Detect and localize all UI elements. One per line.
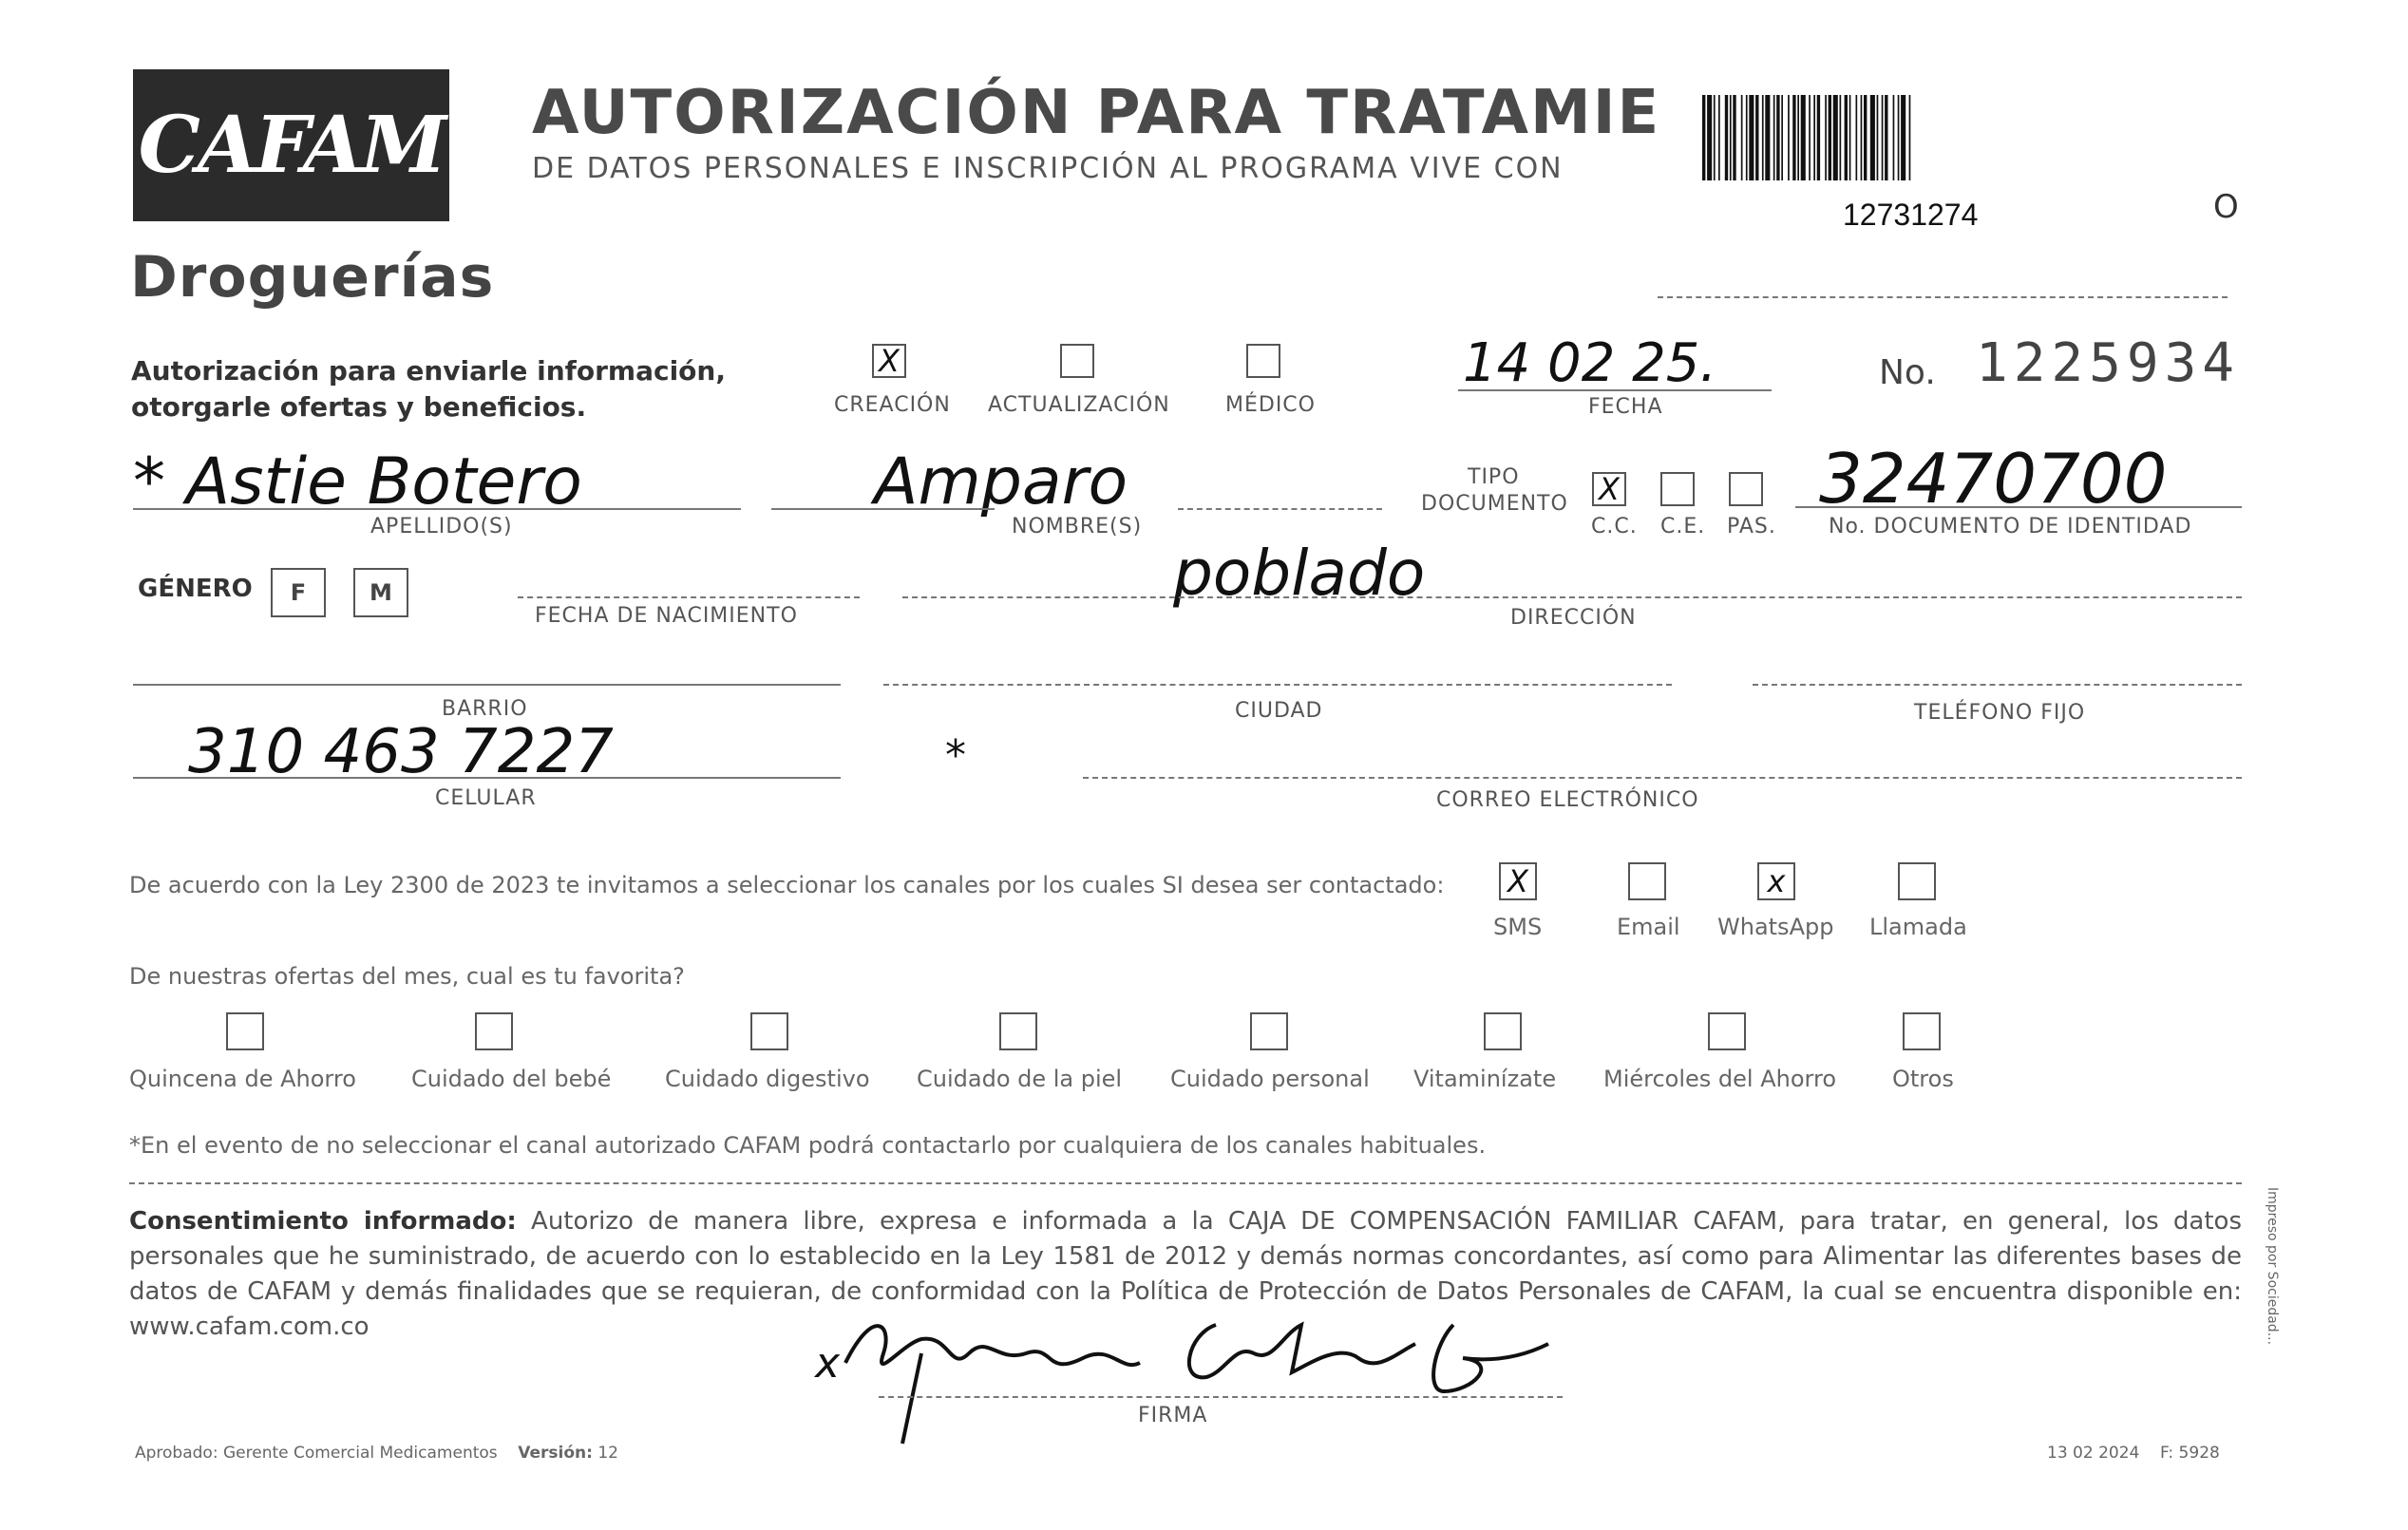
documento-value[interactable]: 32470700 (1819, 439, 2168, 519)
barcode-number: 12731274 (1843, 198, 1979, 232)
side-printer-text: Impreso por Sociedad... (2265, 1187, 2280, 1346)
footer-right (2047, 1444, 2220, 1463)
notice-divider (129, 1182, 2242, 1184)
offer-label-quincena: Quincena de Ahorro (129, 1066, 356, 1092)
whatsapp-mark: x (1767, 863, 1786, 899)
nombres-value[interactable]: Amparo (874, 444, 1128, 519)
barcode-bar (1797, 95, 1799, 180)
offer-checkbox-personal[interactable] (1250, 1012, 1288, 1050)
tipo-label-2: DOCUMENTO (1421, 492, 1568, 516)
offer-label-bebe: Cuidado del bebé (411, 1066, 612, 1092)
whatsapp-label: WhatsApp (1717, 914, 1834, 940)
barcode-bar (1809, 95, 1811, 180)
barcode-bar (1833, 95, 1838, 180)
sms-mark: X (1507, 863, 1528, 899)
barcode-bar (1813, 95, 1815, 180)
medico-checkbox[interactable] (1246, 344, 1280, 378)
pas-checkbox[interactable] (1729, 472, 1763, 506)
offer-checkbox-piel[interactable] (999, 1012, 1037, 1050)
barrio-line (133, 684, 841, 686)
medico-label: MÉDICO (1225, 393, 1316, 417)
fecha-label: FECHA (1588, 395, 1663, 419)
apellidos-asterisk: * (133, 444, 165, 519)
cafam-logo (133, 69, 449, 221)
signature-x-mark: x (815, 1339, 841, 1388)
apellidos-line (133, 508, 741, 510)
barcode-bar (1856, 95, 1858, 180)
numero-label: No. (1879, 353, 1936, 392)
barcode-bar (1840, 95, 1842, 180)
barcode-bar (1801, 95, 1806, 180)
notice-text: *En el evento de no seleccionar el canal autorizado CAFAM podrá contactarlo por cualquiera de los canales habituales. (129, 1132, 1487, 1159)
barcode-bar (1845, 95, 1848, 180)
creacion-mark: X (879, 343, 900, 379)
actualizacion-checkbox[interactable] (1060, 344, 1094, 378)
barcode-bar (1893, 95, 1895, 180)
ciudad-line (883, 684, 1672, 686)
offer-label-digestivo: Cuidado digestivo (665, 1066, 870, 1092)
apellidos-text: Astie Botero (185, 444, 582, 519)
genero-f-box[interactable] (271, 568, 326, 617)
celular-value[interactable]: 310 463 7227 (188, 717, 614, 787)
authorization-text (131, 353, 726, 425)
offer-label-piel: Cuidado de la piel (917, 1066, 1123, 1092)
offer-label-vitaminizate: Vitaminízate (1413, 1066, 1557, 1092)
documento-label: No. DOCUMENTO DE IDENTIDAD (1829, 515, 2192, 538)
genero-label: GÉNERO (138, 575, 253, 603)
barcode-bar (1707, 95, 1712, 180)
barcode-bar (1909, 95, 1911, 180)
documento-line (1795, 506, 2242, 508)
barcode-bar (1730, 95, 1732, 180)
correo-label: CORREO ELECTRÓNICO (1436, 788, 1699, 812)
apellidos-label: APELLIDO(S) (370, 515, 513, 538)
barcode-bar (1885, 95, 1887, 180)
barcode-bar (1718, 95, 1720, 180)
llamada-label: Llamada (1869, 914, 1967, 940)
authorization-line-1: Autorización para enviarle información, (131, 355, 726, 387)
offer-checkbox-digestivo[interactable] (750, 1012, 788, 1050)
barcode-bar (1901, 95, 1906, 180)
genero-f-text: F (290, 579, 307, 606)
barrio-label: BARRIO (442, 697, 528, 721)
sms-label: SMS (1493, 914, 1543, 940)
offer-label-personal: Cuidado personal (1170, 1066, 1370, 1092)
version-label: Versión: (518, 1444, 593, 1463)
version-value: 12 (597, 1444, 618, 1463)
aprobado-label: Aprobado: (135, 1444, 218, 1463)
llamada-checkbox[interactable] (1898, 862, 1936, 900)
telefono-line (1753, 684, 2242, 686)
barcode-bar (1755, 95, 1758, 180)
ce-label: C.E. (1660, 515, 1706, 538)
direccion-label: DIRECCIÓN (1510, 606, 1637, 630)
genero-m-box[interactable] (353, 568, 408, 617)
consent-title: Consentimiento informado: (129, 1207, 517, 1236)
header-dash-rule (1658, 296, 2228, 298)
barcode-bar (1825, 95, 1827, 180)
barcode-bar (1762, 95, 1764, 180)
offer-checkbox-vitaminizate[interactable] (1484, 1012, 1522, 1050)
fecha-value[interactable]: 14 02 25. (1463, 332, 1717, 394)
barcode-bar (1781, 95, 1783, 180)
authorization-line-2: otorgarle ofertas y beneficios. (131, 391, 587, 423)
email-label: Email (1617, 914, 1680, 940)
footer-date: 13 02 2024 (2047, 1444, 2140, 1463)
nombres-label: NOMBRE(S) (1012, 515, 1143, 538)
cc-label: C.C. (1591, 515, 1638, 538)
aprobado-value: Gerente Comercial Medicamentos (222, 1444, 498, 1463)
footer-code: F: 5928 (2159, 1444, 2220, 1463)
barcode-bar (1776, 95, 1779, 180)
pas-label: PAS. (1727, 515, 1776, 538)
celular-line (133, 777, 841, 779)
offer-label-otros: Otros (1892, 1066, 1954, 1092)
barcode (1702, 95, 2082, 180)
ciudad-label: CIUDAD (1235, 699, 1323, 723)
tipo-label-1: TIPO (1468, 465, 1520, 489)
form-title: AUTORIZACIÓN PARA TRATAMIE (532, 78, 1661, 148)
barcode-bar (1746, 95, 1748, 180)
correo-asterisk: * (945, 731, 966, 780)
barcode-bar (1741, 95, 1743, 180)
barcode-bar (1882, 95, 1884, 180)
barcode-bar (1788, 95, 1790, 180)
whatsapp-checkbox[interactable] (1757, 862, 1795, 900)
creacion-label: CREACIÓN (834, 393, 951, 417)
logo-text: CAFAM (138, 100, 445, 191)
direccion-line (902, 596, 2242, 598)
fecha-nacimiento-line (518, 596, 860, 598)
actualizacion-label: ACTUALIZACIÓN (988, 393, 1170, 417)
barcode-bar (1849, 95, 1851, 180)
barcode-bar (1864, 95, 1867, 180)
consent-body: Autorizo de manera libre, expresa e informada a la CAJA DE COMPENSACIÓN FAMILIAR CAFAM, para tratar, en general, los datos personales que he suministrado, de acuerdo con lo establecido en la Ley 1581 de 2012 y demás normas concordantes, así como para Alimentar las diferentes bases de datos de CAFAM y demás finalidades que se requieran, de conformidad con la Política de Protección de Datos Personales de CAFAM, la cual se encuentra disponible en: www.cafam.com.co (129, 1207, 2242, 1341)
creacion-checkbox[interactable] (872, 344, 906, 378)
cc-mark: X (1599, 471, 1620, 507)
offer-checkbox-bebe[interactable] (475, 1012, 513, 1050)
fecha-line (1458, 389, 1772, 391)
offer-checkbox-quincena[interactable] (226, 1012, 264, 1050)
barcode-bar (1817, 95, 1820, 180)
nombres-line-2 (1178, 508, 1382, 510)
offers-prompt: De nuestras ofertas del mes, cual es tu favorita? (129, 963, 685, 990)
barcode-bar (1725, 95, 1728, 180)
telefono-label: TELÉFONO FIJO (1914, 701, 2086, 725)
barcode-bar (1877, 95, 1879, 180)
channels-prompt: De acuerdo con la Ley 2300 de 2023 te invitamos a seleccionar los canales por los cuales SI desea ser contactado: (129, 872, 1445, 898)
nombres-line-1 (771, 508, 995, 510)
barcode-bar (1773, 95, 1775, 180)
brand-name: Droguerías (130, 244, 495, 311)
numero-value: 1225934 (1976, 332, 2241, 394)
barcode-bar (1733, 95, 1735, 180)
barcode-bar (1898, 95, 1900, 180)
direccion-value[interactable]: poblado (1173, 537, 1426, 610)
barcode-bar (1870, 95, 1875, 180)
barcode-bar (1861, 95, 1863, 180)
email-checkbox[interactable] (1628, 862, 1666, 900)
correo-line (1083, 777, 2242, 779)
barcode-bar (1829, 95, 1831, 180)
genero-m-text: M (370, 579, 392, 606)
offer-checkbox-otros[interactable] (1903, 1012, 1941, 1050)
barcode-bar (1765, 95, 1770, 180)
firma-line (879, 1396, 1563, 1398)
cc-checkbox[interactable] (1592, 472, 1626, 506)
form-subtitle: DE DATOS PERSONALES E INSCRIPCIÓN AL PROGRAMA VIVE CON (532, 152, 1564, 185)
corner-mark: O (2213, 188, 2239, 226)
ce-checkbox[interactable] (1660, 472, 1695, 506)
celular-label: CELULAR (435, 786, 537, 810)
firma-label: FIRMA (1138, 1404, 1208, 1427)
barcode-bar (1792, 95, 1795, 180)
footer-aprobado (135, 1444, 618, 1463)
barcode-bar (1702, 95, 1705, 180)
offer-label-miercoles: Miércoles del Ahorro (1603, 1066, 1837, 1092)
offer-checkbox-miercoles[interactable] (1708, 1012, 1746, 1050)
barcode-bar (1714, 95, 1716, 180)
sms-checkbox[interactable] (1499, 862, 1537, 900)
barcode-bar (1749, 95, 1754, 180)
fecha-nacimiento-label: FECHA DE NACIMIENTO (535, 604, 798, 628)
